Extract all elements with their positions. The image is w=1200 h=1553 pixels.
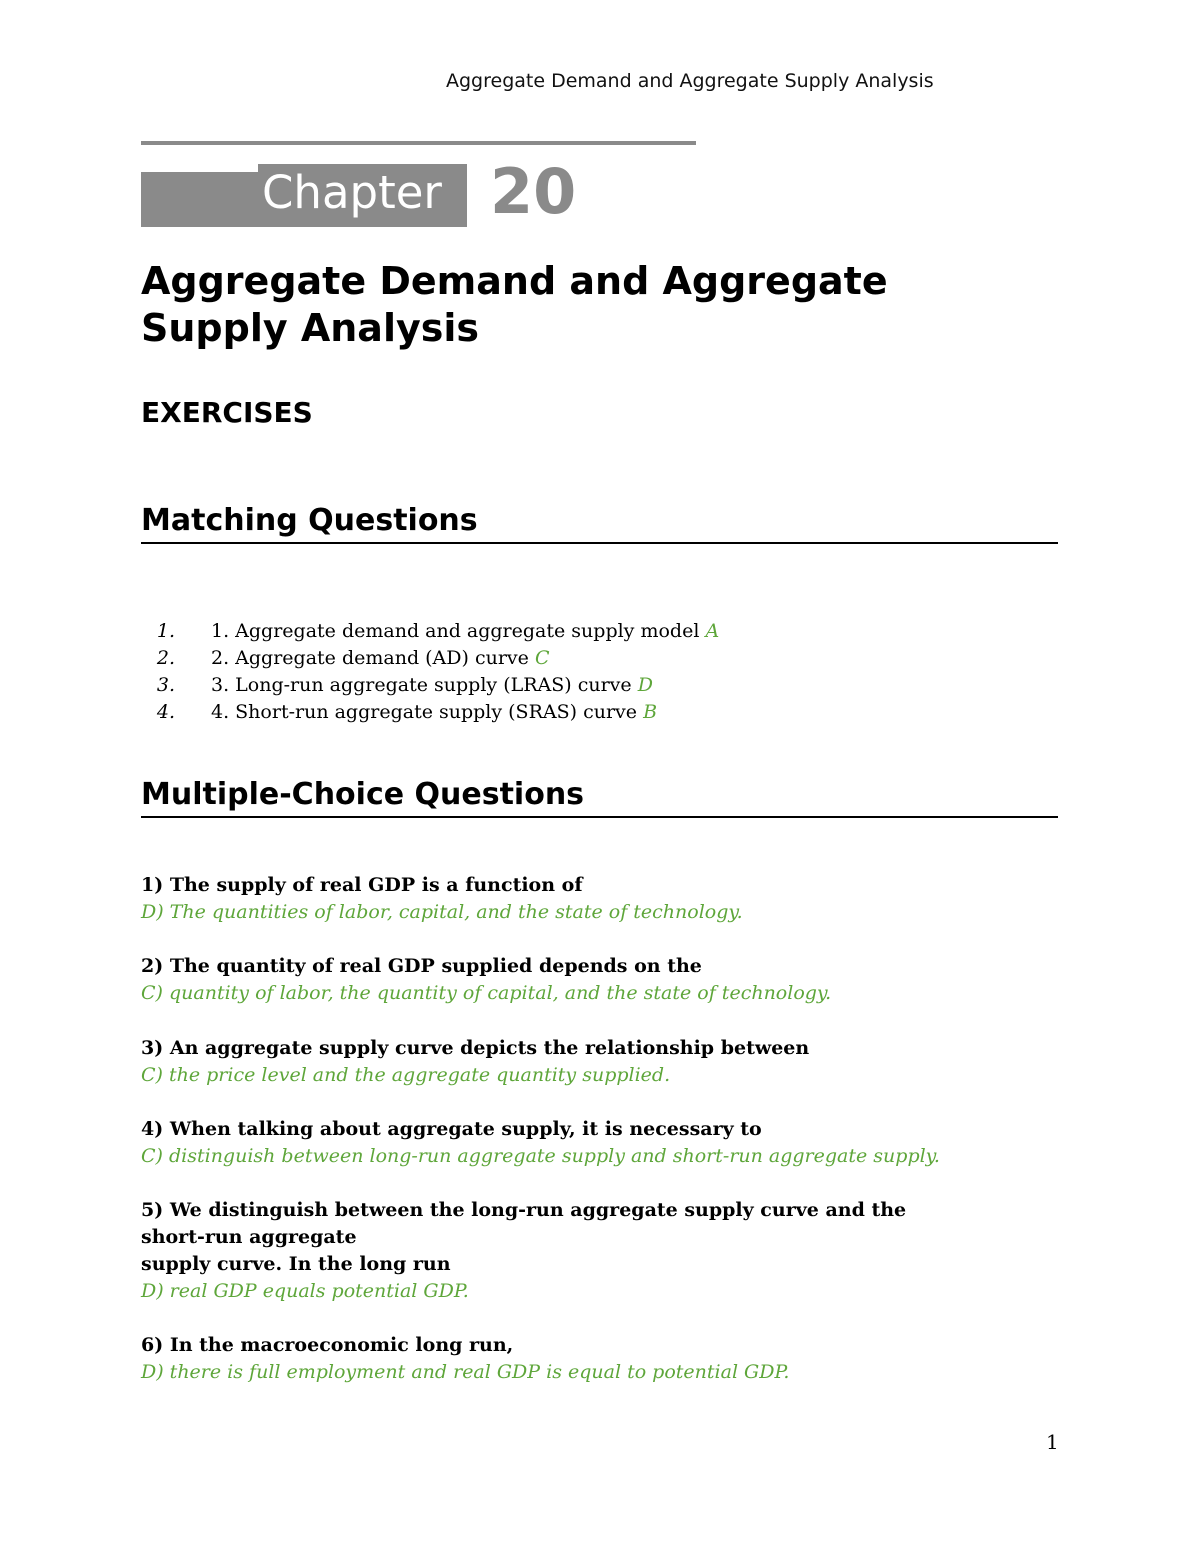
question-text: 3) An aggregate supply curve depicts the relationship between (141, 1037, 810, 1059)
matching-item (141, 618, 719, 645)
question-text-continued: supply curve. In the long run (141, 1253, 451, 1275)
matching-item (141, 699, 719, 726)
question-text: 2) The quantity of real GDP supplied depends on the (141, 955, 702, 977)
question-answer: D) The quantities of labor, capital, and the state of technology. (141, 901, 743, 923)
matching-item-number: 4. (156, 701, 175, 723)
page-number: 1 (1046, 1430, 1059, 1454)
matching-list (141, 618, 719, 726)
chapter-title (141, 258, 1041, 352)
chapter-title-line-1: Aggregate Demand and Aggregate (141, 259, 888, 303)
matching-item (141, 672, 719, 699)
question-text: 6) In the macroeconomic long run, (141, 1334, 514, 1356)
matching-item-answer: D (637, 674, 653, 696)
matching-item (141, 645, 719, 672)
matching-item-answer: B (643, 701, 658, 723)
chapter-word: Chapter (262, 166, 442, 219)
question-answer: C) the price level and the aggregate quantity supplied. (141, 1064, 671, 1086)
matching-questions-heading: Matching Questions (141, 503, 1058, 544)
multiple-choice-heading: Multiple-Choice Questions (141, 777, 1058, 818)
question-answer: C) quantity of labor, the quantity of capital, and the state of technology. (141, 982, 832, 1004)
matching-item-number: 3. (156, 674, 175, 696)
question-1 (141, 872, 971, 926)
question-answer: D) there is full employment and real GDP is equal to potential GDP. (141, 1361, 790, 1383)
question-answer: D) real GDP equals potential GDP. (141, 1280, 469, 1302)
question-text: 4) When talking about aggregate supply, it is necessary to (141, 1118, 762, 1140)
matching-item-text: 2. Aggregate demand (AD) curve (211, 647, 529, 669)
question-4 (141, 1116, 971, 1170)
matching-item-answer: C (534, 647, 550, 669)
chapter-number: 20 (490, 155, 577, 228)
question-answer: C) distinguish between long-run aggregate supply and short-run aggregate supply. (141, 1145, 940, 1167)
question-6 (141, 1332, 971, 1386)
matching-item-text: 3. Long-run aggregate supply (LRAS) curve (211, 674, 632, 696)
question-3 (141, 1035, 971, 1089)
top-rule (141, 141, 696, 145)
running-header: Aggregate Demand and Aggregate Supply Analysis (446, 70, 934, 92)
matching-item-text: 1. Aggregate demand and aggregate supply model (211, 620, 700, 642)
question-5 (141, 1197, 971, 1305)
question-2 (141, 953, 971, 1007)
exercises-label: EXERCISES (141, 396, 313, 429)
chapter-title-line-2: Supply Analysis (141, 306, 480, 350)
question-text: 5) We distinguish between the long-run aggregate supply curve and the short-run aggregate (141, 1199, 907, 1248)
question-text: 1) The supply of real GDP is a function of (141, 874, 583, 896)
matching-item-number: 2. (156, 647, 175, 669)
matching-item-number: 1. (156, 620, 175, 642)
matching-item-text: 4. Short-run aggregate supply (SRAS) curve (211, 701, 638, 723)
matching-item-answer: A (705, 620, 720, 642)
